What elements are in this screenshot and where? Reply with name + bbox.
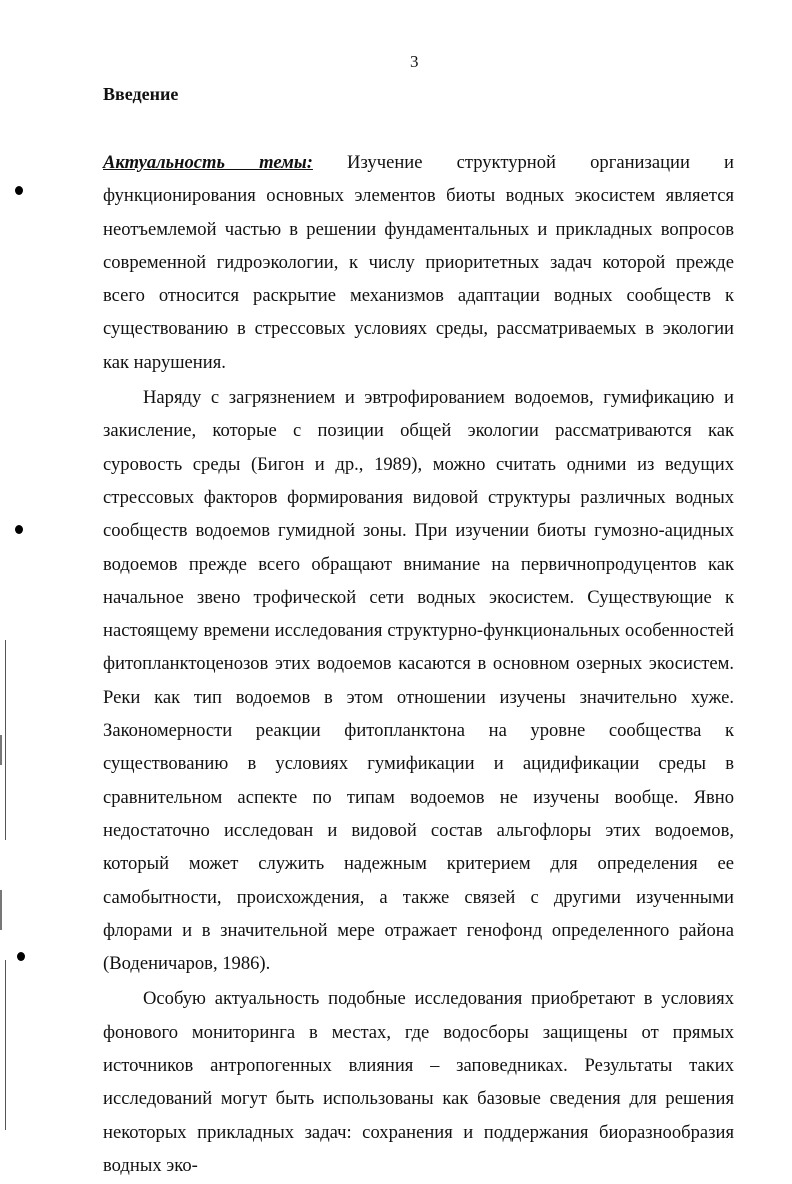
scan-edge-mark	[0, 735, 2, 765]
body-text	[103, 146, 734, 1184]
section-heading: Введение	[103, 84, 179, 104]
paragraph-relevance-text: Изучение структурной организации и функционирования основных элементов биоты водных экосистем является неотъемлемой частью в решении фундаментальных и прикладных вопросов современной гидроэкологии, к числу приоритетных задач которой прежде всего относится раскрытие механизмов адаптации водных сообществ к существованию в стрессовых условиях среды, рассматриваемых в экологии как нарушения.	[103, 152, 734, 373]
scan-margin-line	[5, 640, 6, 840]
margin-bullet-mark	[17, 952, 25, 961]
scan-margin-line	[5, 960, 6, 1130]
paragraph-monitoring: Особую актуальность подобные исследования приобретают в условиях фонового мониторинга в местах, где водосборы защищены от прямых источников антропогенных влияния – заповедниках. Результаты таких исследований могут быть использованы как базовые сведения для решения некоторых прикладных задач: сохранения и поддержания биоразнообразия водных эко-	[103, 988, 734, 1176]
margin-bullet-mark	[15, 186, 23, 195]
relevance-lead-label: Актуальность темы:	[103, 152, 313, 173]
page-number: 3	[410, 52, 419, 71]
margin-bullet-mark	[15, 525, 23, 534]
paragraph-relevance	[103, 146, 734, 379]
scan-edge-mark	[0, 890, 2, 930]
paragraph-stress-factors: Наряду с загрязнением и эвтрофированием водоемов, гумификацию и закисление, которые с позиции общей экологии рассматриваются как суровость среды (Бигон и др., 1989), можно считать одними из ведущих стрессовых факторов формирования видовой структуры различных водных сообществ водоемов гумидной зоны. При изучении биоты гумозно-ацидных водоемов прежде всего обращают внимание на первичнопродуцентов как начальное звено трофической сети водных экосистем. Существующие к настоящему времени исследования структурно-функциональных особенностей фитопланктоценозов этих водоемов касаются в основном озерных экосистем. Реки как тип водоемов в этом отношении изучены значительно хуже. Закономерности реакции фитопланктона на уровне сообщества к существованию в условиях гумификации и ацидификации среды в сравнительном аспекте по типам водоемов не изучены вообще. Явно недостаточно исследован и видовой состав альгофлоры этих водоемов, который может служить надежным критерием для определения ее самобытности, происхождения, а также связей с другими изученными флорами и в значительной мере отражает генофонд определенного района (Воденичаров, 1986).	[103, 387, 734, 975]
